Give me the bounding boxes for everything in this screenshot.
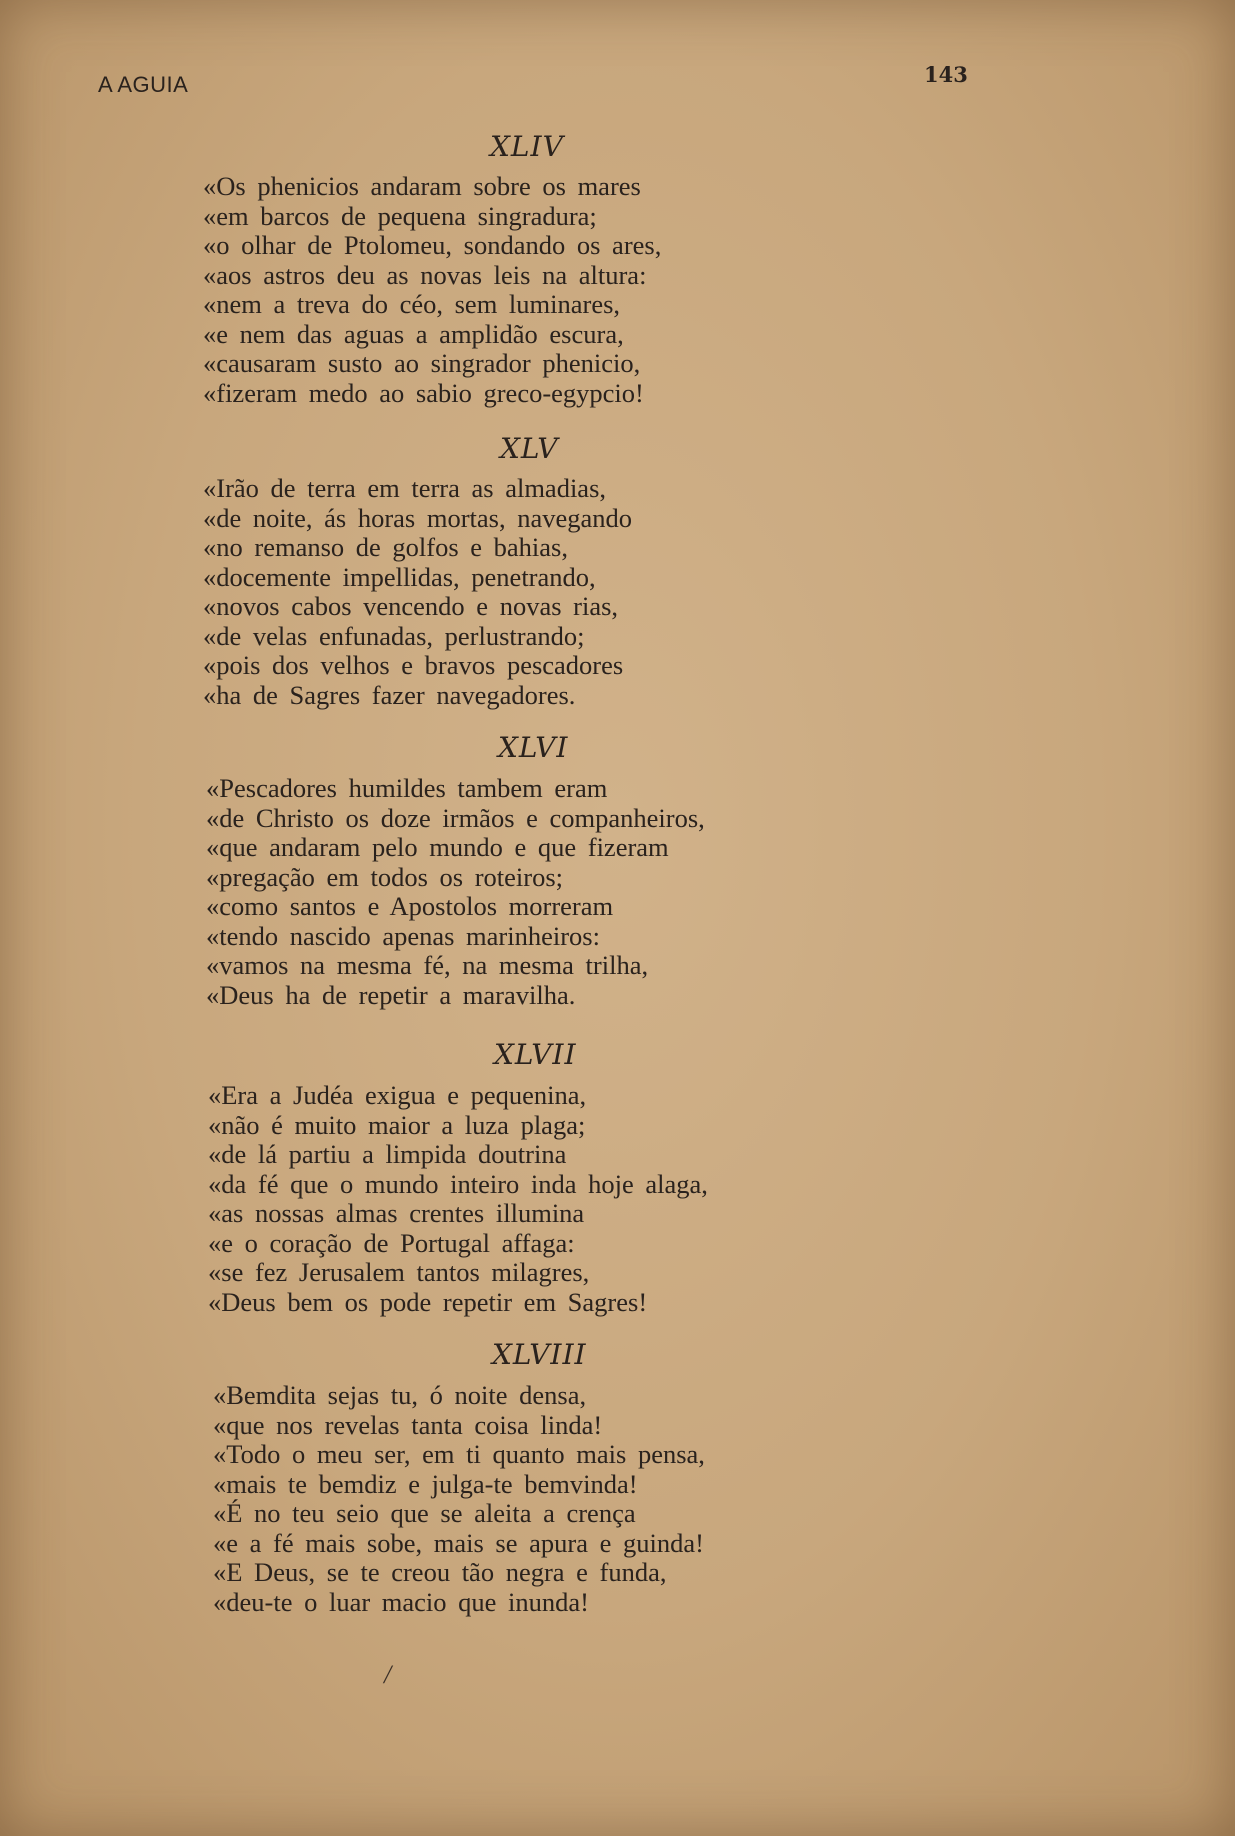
verse-line: «pregação em todos os roteiros; [206, 861, 564, 892]
verse-line: «Bemdita sejas tu, ó noite densa, [213, 1380, 587, 1410]
verse-line: «Deus bem os pode repetir em Sagres! [208, 1286, 648, 1317]
stanza-numeral: XLIV [490, 130, 564, 163]
verse-line: «Era a Judéa exigua e pequenina, [208, 1080, 587, 1110]
verse-line: «e a fé mais sobe, mais se apura e guinda! [213, 1527, 704, 1558]
stanza-numeral: XLVII [494, 1038, 577, 1071]
stanza-numeral: XLV [500, 432, 559, 465]
stanza-text [203, 474, 632, 710]
page-number: 143 [924, 62, 968, 87]
verse-line: «as nossas almas crentes illumina [208, 1198, 585, 1228]
verse-line: «causaram susto ao singrador phenicio, [203, 348, 641, 378]
stanza-text [208, 1081, 708, 1317]
verse-line: «ha de Sagres fazer navegadores. [203, 679, 576, 710]
verse-line: «Todo o meu ser, em ti quanto mais pensa, [213, 1439, 705, 1469]
verse-line: «Deus ha de repetir a maravilha. [206, 979, 576, 1010]
verse-line: «e nem das aguas a amplidão escura, [203, 318, 624, 349]
verse-line: «como santos e Apostolos morreram [206, 891, 614, 921]
verse-line: «fizeram medo ao sabio greco-egypcio! [203, 377, 644, 408]
verse-line: «de noite, ás horas mortas, navegando [203, 502, 633, 533]
verse-line: «de lá partiu a limpida doutrina [208, 1139, 567, 1169]
stanza-text [206, 774, 705, 1010]
verse-line: «novos cabos vencendo e novas rias, [203, 591, 619, 621]
verse-line: «tendo nascido apenas marinheiros: [206, 920, 600, 951]
verse-line: «deu-te o luar macio que inunda! [213, 1586, 589, 1617]
stanza-numeral: XLVI [498, 731, 569, 764]
verse-line: «que nos revelas tanta coisa linda! [213, 1409, 603, 1440]
verse-line: «docemente impellidas, penetrando, [203, 561, 596, 592]
verse-line: «se fez Jerusalem tantos milagres, [208, 1257, 590, 1287]
verse-line: «da fé que o mundo inteiro inda hoje alaga, [208, 1168, 708, 1199]
verse-line: «Os phenicios andaram sobre os mares [203, 171, 641, 201]
verse-line: «de Christo os doze irmãos e companheiros, [206, 802, 705, 833]
verse-line: «É no teu seio que se aleita a crença [213, 1498, 636, 1528]
footer-mark: / [384, 1660, 392, 1689]
verse-line: «que andaram pelo mundo e que fizeram [206, 832, 669, 862]
verse-line: «não é muito maior a luza plaga; [208, 1109, 586, 1140]
verse-line: «Pescadores humildes tambem eram [206, 773, 608, 803]
verse-line: «no remanso de golfos e bahias, [203, 532, 568, 562]
verse-line: «e o coração de Portugal affaga: [208, 1227, 575, 1258]
stanza-text [213, 1381, 705, 1617]
verse-line: «de velas enfunadas, perlustrando; [203, 620, 585, 651]
verse-line: «o olhar de Ptolomeu, sondando os ares, [203, 230, 662, 260]
journal-title: A AGUIA [98, 72, 189, 97]
verse-line: «pois dos velhos e bravos pescadores [203, 650, 624, 680]
stanza-text [203, 172, 661, 408]
verse-line: «Irão de terra em terra as almadias, [203, 473, 607, 503]
verse-line: «em barcos de pequena singradura; [203, 200, 597, 231]
verse-line: «nem a treva do céo, sem luminares, [203, 289, 621, 319]
verse-line: «aos astros deu as novas leis na altura: [203, 259, 647, 290]
verse-line: «vamos na mesma fé, na mesma trilha, [206, 950, 649, 980]
stanza-numeral: XLVIII [492, 1338, 587, 1371]
verse-line: «E Deus, se te creou tão negra e funda, [213, 1557, 667, 1587]
verse-line: «mais te bemdiz e julga-te bemvinda! [213, 1468, 638, 1499]
